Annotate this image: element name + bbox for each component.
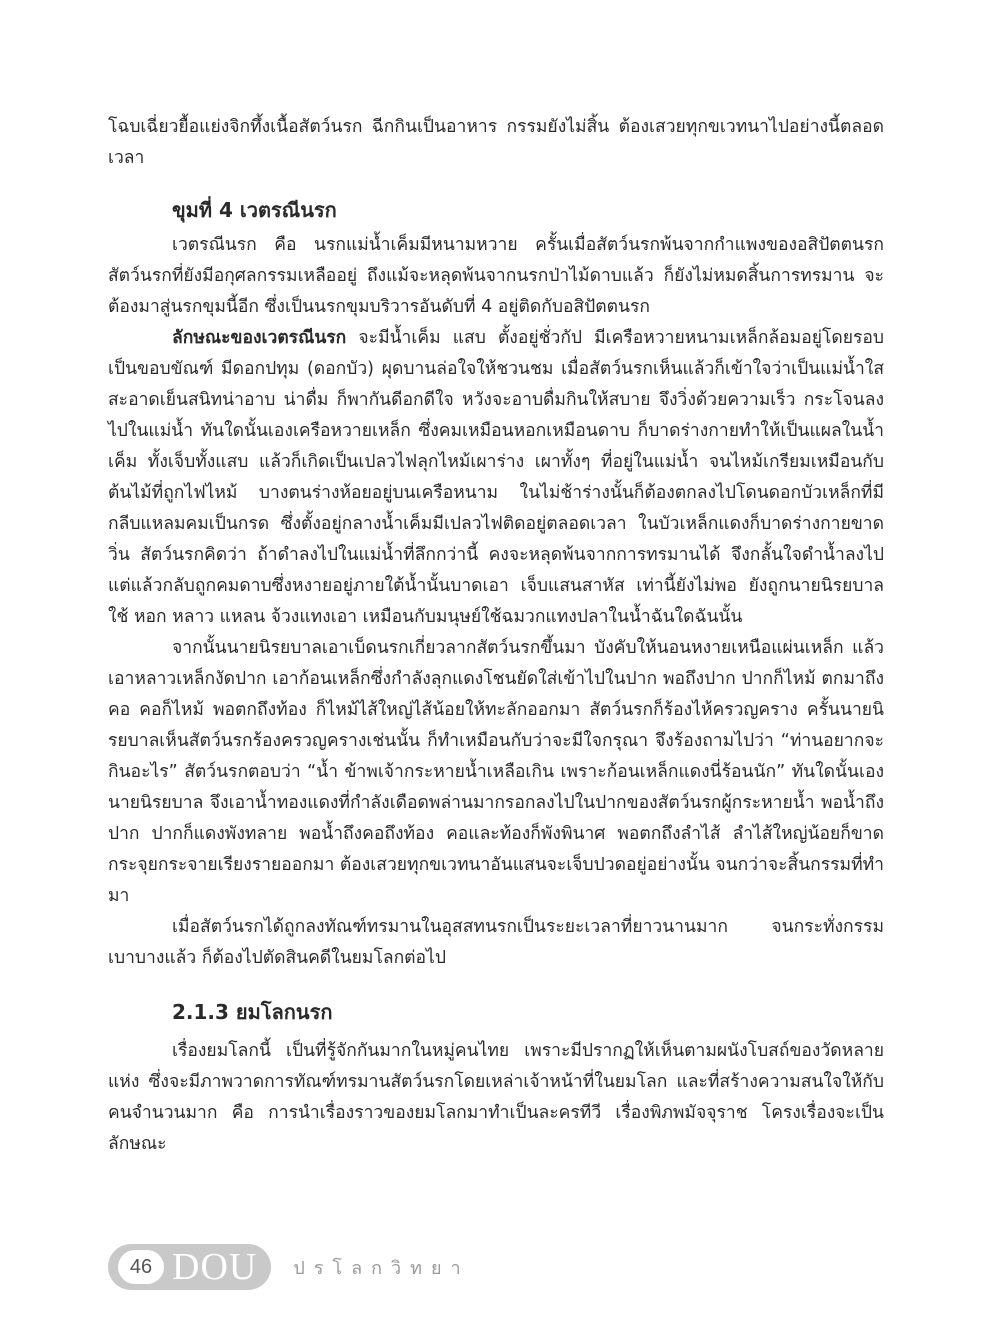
paragraph-vetarani-features: [108, 323, 884, 633]
paragraph-lead-term: ลักษณะของเวตรณีนรก: [172, 328, 347, 348]
page-footer: [108, 1244, 470, 1290]
paragraph-conclusion: เมื่อสัตว์นรกได้ถูกลงทัณฑ์ทรมานในอุสสทนรกเป็นระยะเวลาที่ยาวนานมาก จนกระทั่งกรรมเบาบางแล้ว ก็ต้องไปตัดสินคดีในยมโลกต่อไป: [108, 917, 884, 968]
paragraph-yamaloka-intro: เรื่องยมโลกนี้ เป็นที่รู้จักกันมากในหมู่คนไทย เพราะมีปรากฏให้เห็นตามผนังโบสถ์ของวัดหลายแห่ง ซึ่งจะมีภาพวาดการทัณฑ์ทรมานสัตว์นรกโดยเหล่าเจ้าหน้าที่ในยมโลก และที่สร้างความสนใจให้กับคนจำนวนมาก คือ การนำเรื่องราวของยมโลกมาทำเป็นละครทีวี เรื่องพิภพมัจจุราช โครงเรื่องจะเป็นลักษณะ: [108, 1041, 884, 1154]
section-heading-vetarani: ขุมที่ 4 เวตรณีนรก: [172, 198, 337, 222]
page-number: 46: [118, 1250, 164, 1284]
paragraph-features-text: จะมีน้ำเค็ม แสบ ตั้งอยู่ชั่วกัป มีเครือหวายหนามเหล็กล้อมอยู่โดยรอบเป็นขอบขัณฑ์ มีดอกปทุม (ดอกบัว) ผุดบานล่อใจให้ชวนชม เมื่อสัตว์นรกเห็นแล้วก็เข้าใจว่าเป็นแม่น้ำใสสะอาดเย็นสนิทน่าอาบ น่าดื่ม ก็พากันดีอกดีใจ หวังจะอาบดื่มกินให้สบาย จึงวิ่งด้วยความเร็ว กระโจนลงไปในแม่น้ำ ทันใดนั้นเองเครือหวายเหล็ก ซึ่งคมเหมือนหอกเหมือนดาบ ก็บาดร่างกายทำให้เป็นแผลในน้ำเค็ม ทั้งเจ็บทั้งแสบ แล้วก็เกิดเป็นเปลวไฟลุกไหม้เผาร่าง เผาทั้งๆ ที่อยู่ในแม่น้ำ จนไหม้เกรียมเหมือนกับต้นไม้ที่ถูกไฟไหม้ บางตนร่างห้อยอยู่บนเครือหนาม ในไม่ช้าร่างนั้นก็ต้องตกลงไปโดนดอกบัวเหล็กที่มีกลีบแหลมคมเป็นกรด ซึ่งตั้งอยู่กลางน้ำเค็มมีเปลวไฟติดอยู่ตลอดเวลา ในบัวเหล็กแดงก็บาดร่างกายขาดวิ่น สัตว์นรกคิดว่า ถ้าดำลงไปในแม่น้ำที่ลึกกว่านี้ คงจะหลุดพ้นจากการทรมานได้ จึงกลั้นใจดำน้ำลงไป แต่แล้วกลับถูกคมดาบซึ่งหงายอยู่ภายใต้น้ำนั้นบาดเอา เจ็บแสนสาหัส เท่านี้ยังไม่พอ ยังถูกนายนิรยบาลใช้ หอก หลาว แหลน จ้วงแทงเอา เหมือนกับมนุษย์ใช้ฉมวกแทงปลาในน้ำฉันใดฉันนั้น: [108, 328, 884, 627]
dou-logo: DOU: [172, 1246, 258, 1288]
paragraph-continuation: โฉบเฉี่ยวยื้อแย่งจิกทึ้งเนื้อสัตว์นรก ฉีกกินเป็นอาหาร กรรมยังไม่สิ้น ต้องเสวยทุกขเวทนาไปอย่างนี้ตลอดเวลา: [108, 117, 884, 168]
page-body: [108, 112, 884, 1160]
section-heading-yamaloka: 2.1.3 ยมโลกนรก: [172, 1000, 333, 1024]
footer-badge: [108, 1244, 271, 1290]
paragraph-vetarani-intro: เวตรณีนรก คือ นรกแม่น้ำเค็มมีหนามหวาย ครั้นเมื่อสัตว์นรกพ้นจากกำแพงของอสิปัตตนรก สัตว์นรกที่ยังมีอกุศลกรรมเหลืออยู่ ถึงแม้จะหลุดพ้นจากนรกป่าไม้ดาบแล้ว ก็ยังไม่หมดสิ้นการทรมาน จะต้องมาสู่นรกขุมนี้อีก ซึ่งเป็นนรกขุมบริวารอันดับที่ 4 อยู่ติดกับอสิปัตตนรก: [108, 235, 884, 317]
course-title: ปรโลกวิทยา: [293, 1257, 470, 1279]
paragraph-nirayabala: จากนั้นนายนิรยบาลเอาเบ็ดนรกเกี่ยวลากสัตว์นรกขึ้นมา บังคับให้นอนหงายเหนือแผ่นเหล็ก แล้วเอาหลาวเหล็กงัดปาก เอาก้อนเหล็กซึ่งกำลังลุกแดงโชนยัดใส่เข้าไปในปาก พอถึงปาก ปากก็ไหม้ ตกมาถึงคอ คอก็ไหม้ พอตกถึงท้อง ก็ไหม้ไส้ใหญ่ไส้น้อยให้ทะลักออกมา สัตว์นรกก็ร้องไห้ครวญคราง ครั้นนายนิรยบาลเห็นสัตว์นรกร้องครวญครางเช่นนั้น ก็ทำเหมือนกับว่าจะมีใจกรุณา จึงร้องถามไปว่า “ท่านอยากจะกินอะไร” สัตว์นรกตอบว่า “น้ำ ข้าพเจ้ากระหายน้ำเหลือเกิน เพราะก้อนเหล็กแดงนี่ร้อนนัก” ทันใดนั้นเอง นายนิรยบาล จึงเอาน้ำทองแดงที่กำลังเดือดพล่านมากรอกลงไปในปากของสัตว์นรกผู้กระหายน้ำ พอน้ำถึงปาก ปากก็แดงพังทลาย พอน้ำถึงคอถึงท้อง คอและท้องก็พังพินาศ พอตกถึงลำไส้ ลำไส้ใหญ่น้อยก็ขาดกระจุยกระจายเรียงรายออกมา ต้องเสวยทุกขเวทนาอันแสนจะเจ็บปวดอยู่อย่างนั้น จนกว่าจะสิ้นกรรมที่ทำมา: [108, 638, 884, 906]
